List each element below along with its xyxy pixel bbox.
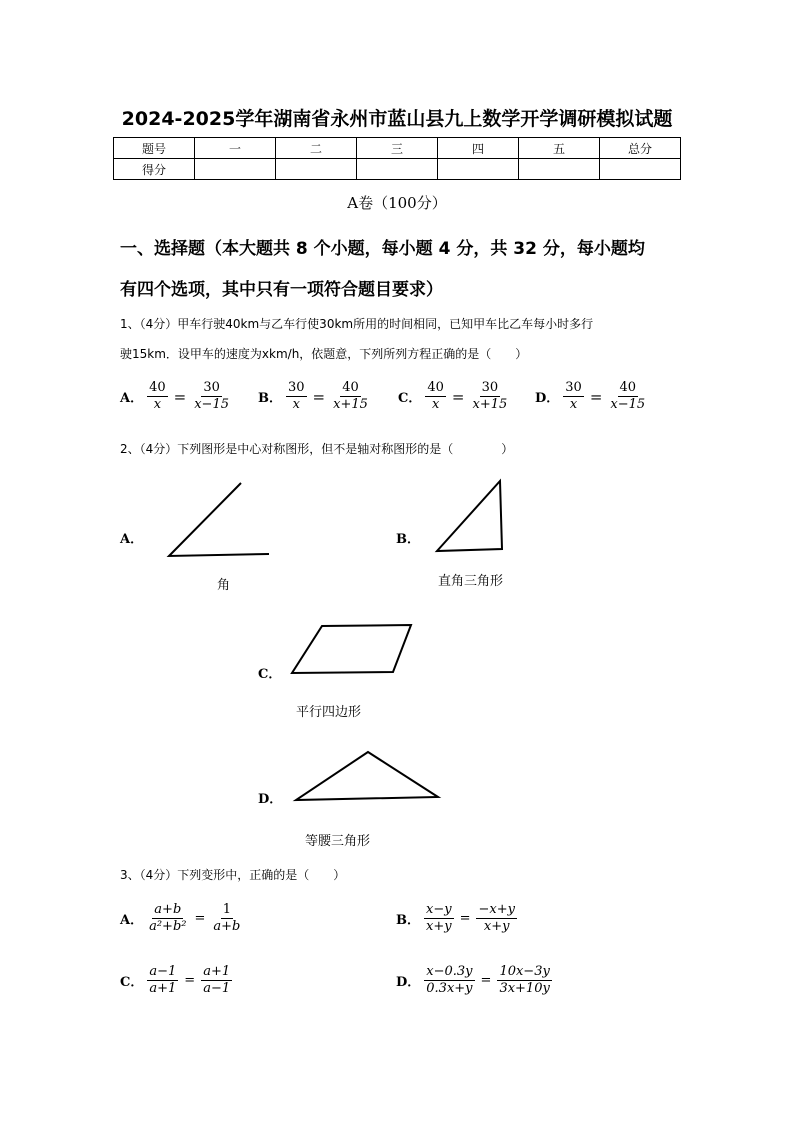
score-header-cell: 题号 — [114, 138, 195, 159]
option-label: C． — [120, 975, 144, 990]
option-label: D． — [535, 391, 560, 406]
q3-text-line1: 3、（4分）下列变形中，正确的是（ ） — [120, 868, 346, 882]
fraction: $\frac{a+b}{\text{a²+b²}}$ — [149, 902, 187, 934]
option-label: B． — [258, 391, 282, 406]
fraction: $\frac{-x+y}{x+y}$ — [478, 902, 515, 934]
fraction: $\frac{10x-3y}{3x+10y}$ — [499, 964, 550, 996]
equals-sign: = — [451, 387, 465, 406]
q1-text-line1: 1、（4分）甲车行驶40km与乙车行使30km所用的时间相同，已知甲车比乙车每小时多行 — [120, 317, 594, 331]
part1-heading-line2: 有四个选项，其中只有一项符合题目要求） — [120, 280, 443, 300]
q3-option-b[interactable] — [396, 902, 517, 935]
fraction: $\frac{40}{x}$ — [427, 380, 444, 412]
option-label: C． — [398, 391, 422, 406]
equals-sign: = — [184, 973, 196, 988]
fraction: $\frac{1}{a+b}$ — [213, 902, 241, 934]
q3-option-d[interactable] — [396, 964, 552, 997]
fraction: $\frac{a-1}{a+1}$ — [149, 964, 177, 996]
score-header-cell: 二 — [276, 138, 357, 159]
option-label: B． — [396, 913, 420, 928]
q2-text-line1: 2、（4分）下列图形是中心对称图形，但不是轴对称图形的是（ ） — [120, 442, 514, 456]
q1-text-line2: 驶15km．设甲车的速度为xkm/h，依题意，下列所列方程正确的是（ ） — [120, 347, 528, 361]
option-label: A． — [120, 391, 144, 406]
q2-option-c-label[interactable]: C． — [258, 667, 282, 682]
fraction: $\frac{30}{x+15}$ — [472, 380, 508, 412]
q3-option-c[interactable] — [120, 964, 232, 997]
section-a-heading: A卷（100分） — [347, 194, 447, 212]
fraction: $\frac{30}{x-15}$ — [194, 380, 229, 412]
fraction: $\frac{x-0.3y}{0.3x+y}$ — [426, 964, 473, 996]
page-title: 2024-2025学年湖南省永州市蓝山县九上数学开学调研模拟试题 — [121, 108, 673, 130]
parallelogram-figure — [292, 625, 411, 673]
score-header-cell: 五 — [519, 138, 600, 159]
q2-option-d-caption: 等腰三角形 — [305, 834, 371, 849]
score-row-label: 得分 — [114, 159, 195, 180]
q3-option-a[interactable] — [120, 902, 242, 935]
q2-option-c-caption: 平行四边形 — [296, 705, 362, 720]
equals-sign: = — [459, 911, 471, 926]
q2-option-b-caption: 直角三角形 — [438, 574, 504, 589]
part1-heading-line1: 一、选择题（本大题共 8 个小题，每小题 4 分，共 32 分，每小题均 — [120, 239, 645, 259]
q2-option-b-label[interactable]: B． — [396, 532, 420, 547]
option-label: A． — [120, 913, 144, 928]
score-header-cell: 四 — [438, 138, 519, 159]
fraction: $\frac{40}{x+15}$ — [333, 380, 368, 412]
equals-sign: = — [194, 911, 206, 926]
isosceles-triangle-figure — [296, 752, 438, 800]
equals-sign: = — [173, 387, 187, 406]
fraction: $\frac{x-y}{x+y}$ — [426, 902, 452, 934]
q2-option-d-label[interactable]: D． — [258, 792, 283, 807]
fraction: $\frac{40}{x}$ — [149, 380, 166, 412]
q2-option-a-caption: 角 — [217, 578, 231, 593]
score-header-cell: 总分 — [600, 138, 681, 159]
fraction: $\frac{30}{x}$ — [288, 380, 305, 412]
fraction: $\frac{a+1}{a-1}$ — [203, 964, 231, 996]
angle-figure — [169, 483, 269, 556]
fraction: $\frac{40}{x-15}$ — [610, 380, 646, 412]
option-label: D． — [396, 975, 421, 990]
q2-option-a-label[interactable]: A． — [120, 532, 144, 547]
equals-sign: = — [312, 387, 326, 406]
right-triangle-figure — [437, 481, 502, 551]
equals-sign: = — [589, 387, 603, 406]
score-header-cell: 三 — [357, 138, 438, 159]
fraction: $\frac{30}{x}$ — [565, 380, 582, 412]
score-header-cell: 一 — [195, 138, 276, 159]
equals-sign: = — [480, 973, 492, 988]
